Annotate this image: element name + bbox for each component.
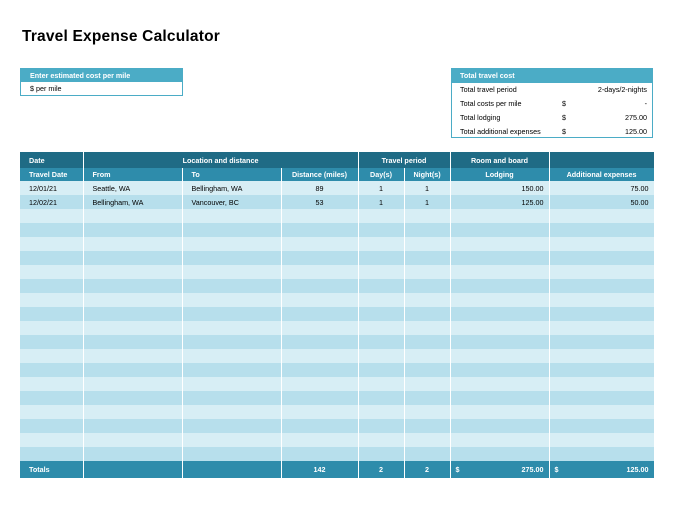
cell-to[interactable] <box>182 237 281 251</box>
cell-additional[interactable] <box>549 223 654 237</box>
cell-lodging[interactable] <box>450 321 549 335</box>
table-row <box>20 307 654 321</box>
table-row <box>20 251 654 265</box>
cell-additional[interactable] <box>549 321 654 335</box>
cell-nights[interactable] <box>404 265 450 279</box>
cell-from[interactable] <box>83 251 182 265</box>
column-header-to[interactable]: To <box>182 168 281 181</box>
cell-date[interactable]: 12/01/21 <box>20 181 83 195</box>
cell-from[interactable] <box>83 223 182 237</box>
summary-currency: $ <box>562 99 566 108</box>
cell-distance[interactable] <box>281 265 358 279</box>
table-row <box>20 405 654 419</box>
summary-label: Total lodging <box>460 113 501 122</box>
cell-distance[interactable] <box>281 251 358 265</box>
table-row <box>20 349 654 363</box>
cell-to[interactable] <box>182 363 281 377</box>
table-row <box>20 433 654 447</box>
cost-per-mile-panel <box>20 68 183 96</box>
group-header-date: Date <box>20 152 83 168</box>
cell-nights[interactable] <box>404 321 450 335</box>
summary-value: - <box>644 99 647 108</box>
summary-currency: $ <box>562 127 566 136</box>
table-row <box>20 391 654 405</box>
cell-additional[interactable] <box>549 405 654 419</box>
cell-from[interactable] <box>83 405 182 419</box>
cell-additional[interactable] <box>549 293 654 307</box>
totals-empty <box>83 461 182 478</box>
cell-lodging[interactable] <box>450 363 549 377</box>
cell-date[interactable] <box>20 251 83 265</box>
cell-lodging[interactable] <box>450 209 549 223</box>
cell-nights[interactable] <box>404 391 450 405</box>
cell-to[interactable] <box>182 419 281 433</box>
cell-to[interactable] <box>182 433 281 447</box>
cell-lodging[interactable] <box>450 265 549 279</box>
cell-additional[interactable] <box>549 433 654 447</box>
cell-to[interactable] <box>182 265 281 279</box>
cell-date[interactable] <box>20 237 83 251</box>
cell-from[interactable] <box>83 419 182 433</box>
summary-label: Total additional expenses <box>460 127 541 136</box>
cell-additional[interactable] <box>549 307 654 321</box>
totals-additional <box>549 461 654 478</box>
cell-distance[interactable]: 53 <box>281 195 358 209</box>
cell-additional[interactable]: 50.00 <box>549 195 654 209</box>
cell-lodging[interactable] <box>450 349 549 363</box>
cell-additional[interactable] <box>549 447 654 461</box>
cell-lodging[interactable] <box>450 293 549 307</box>
cell-date[interactable] <box>20 363 83 377</box>
cell-nights[interactable] <box>404 209 450 223</box>
summary-currency: $ <box>562 113 566 122</box>
cell-days[interactable] <box>358 265 404 279</box>
column-header-row <box>20 168 654 181</box>
totals-row <box>20 461 654 478</box>
totals-lodging-value: 275.00 <box>521 465 544 474</box>
cell-distance[interactable] <box>281 293 358 307</box>
cell-nights[interactable] <box>404 335 450 349</box>
cell-days[interactable] <box>358 405 404 419</box>
cost-per-mile-header: Enter estimated cost per mile <box>21 69 182 82</box>
cell-distance[interactable] <box>281 447 358 461</box>
summary-value: 125.00 <box>625 127 647 136</box>
page-title: Travel Expense Calculator <box>22 28 220 45</box>
cell-to[interactable] <box>182 391 281 405</box>
group-header-blank <box>549 152 654 168</box>
cell-nights[interactable] <box>404 293 450 307</box>
cell-from[interactable]: Seattle, WA <box>83 181 182 195</box>
cell-from[interactable] <box>83 433 182 447</box>
cell-from[interactable] <box>83 447 182 461</box>
totals-lodging-currency: $ <box>455 465 460 474</box>
cell-to[interactable] <box>182 293 281 307</box>
cell-additional[interactable] <box>549 251 654 265</box>
cell-lodging[interactable] <box>450 251 549 265</box>
cell-days[interactable] <box>358 209 404 223</box>
cell-lodging[interactable] <box>450 223 549 237</box>
table-row <box>20 335 654 349</box>
summary-value: 275.00 <box>625 113 647 122</box>
cell-additional[interactable] <box>549 391 654 405</box>
cell-from[interactable] <box>83 363 182 377</box>
table-row <box>20 419 654 433</box>
cell-lodging[interactable] <box>450 279 549 293</box>
summary-row <box>452 97 652 111</box>
table-row <box>20 195 654 209</box>
cell-lodging[interactable]: 125.00 <box>450 195 549 209</box>
summary-row <box>452 111 652 125</box>
totals-nights: 2 <box>404 461 450 478</box>
cell-from[interactable] <box>83 349 182 363</box>
cell-date[interactable] <box>20 223 83 237</box>
cell-nights[interactable] <box>404 377 450 391</box>
cell-date[interactable] <box>20 209 83 223</box>
summary-label: Total costs per mile <box>460 99 522 108</box>
cell-date[interactable]: 12/02/21 <box>20 195 83 209</box>
totals-days: 2 <box>358 461 404 478</box>
column-header-distance[interactable]: Distance (miles) <box>281 168 358 181</box>
cell-date[interactable] <box>20 307 83 321</box>
totals-empty <box>182 461 281 478</box>
cell-from[interactable] <box>83 209 182 223</box>
table-row <box>20 363 654 377</box>
total-travel-cost-header: Total travel cost <box>452 69 652 83</box>
cell-nights[interactable]: 1 <box>404 181 450 195</box>
summary-row <box>452 83 652 97</box>
table-row <box>20 377 654 391</box>
cell-nights[interactable]: 1 <box>404 195 450 209</box>
cell-lodging[interactable] <box>450 237 549 251</box>
cell-lodging[interactable] <box>450 419 549 433</box>
cell-additional[interactable] <box>549 279 654 293</box>
cell-date[interactable] <box>20 321 83 335</box>
cell-from[interactable] <box>83 293 182 307</box>
cell-lodging[interactable] <box>450 377 549 391</box>
cell-distance[interactable] <box>281 349 358 363</box>
cell-to[interactable] <box>182 279 281 293</box>
table-row <box>20 293 654 307</box>
totals-additional-currency: $ <box>554 465 559 474</box>
cell-from[interactable] <box>83 335 182 349</box>
cell-nights[interactable] <box>404 279 450 293</box>
cell-lodging[interactable] <box>450 391 549 405</box>
cell-to[interactable] <box>182 251 281 265</box>
cell-nights[interactable] <box>404 447 450 461</box>
cell-additional[interactable] <box>549 209 654 223</box>
cell-to[interactable] <box>182 307 281 321</box>
cell-days[interactable] <box>358 293 404 307</box>
cell-nights[interactable] <box>404 433 450 447</box>
cell-nights[interactable] <box>404 363 450 377</box>
summary-value: 2-days/2-nights <box>597 85 647 94</box>
table-row <box>20 223 654 237</box>
cell-from[interactable] <box>83 237 182 251</box>
column-header-travel-date[interactable]: Travel Date <box>20 168 83 181</box>
cell-date[interactable] <box>20 433 83 447</box>
cell-additional[interactable] <box>549 377 654 391</box>
cell-to[interactable] <box>182 321 281 335</box>
cell-nights[interactable] <box>404 251 450 265</box>
cell-days[interactable] <box>358 391 404 405</box>
column-header-nights[interactable]: Night(s) <box>404 168 450 181</box>
table-row <box>20 181 654 195</box>
cell-nights[interactable] <box>404 237 450 251</box>
column-header-additional[interactable]: Additional expenses <box>549 168 654 181</box>
cell-distance[interactable] <box>281 279 358 293</box>
group-header-travel-period: Travel period <box>358 152 450 168</box>
column-header-from[interactable]: From <box>83 168 182 181</box>
cell-distance[interactable] <box>281 307 358 321</box>
cell-days[interactable]: 1 <box>358 195 404 209</box>
cell-nights[interactable] <box>404 223 450 237</box>
cell-date[interactable] <box>20 419 83 433</box>
cell-lodging[interactable] <box>450 405 549 419</box>
group-header-row <box>20 152 654 168</box>
cell-distance[interactable] <box>281 363 358 377</box>
cell-from[interactable] <box>83 391 182 405</box>
cell-days[interactable] <box>358 349 404 363</box>
cell-additional[interactable] <box>549 349 654 363</box>
totals-lodging <box>450 461 549 478</box>
cell-days[interactable]: 1 <box>358 181 404 195</box>
cell-date[interactable] <box>20 293 83 307</box>
cell-date[interactable] <box>20 377 83 391</box>
expense-table <box>20 152 655 478</box>
total-travel-cost-panel <box>451 68 653 138</box>
cell-days[interactable] <box>358 279 404 293</box>
cell-additional[interactable]: 75.00 <box>549 181 654 195</box>
cell-additional[interactable] <box>549 335 654 349</box>
cell-date[interactable] <box>20 447 83 461</box>
cell-from[interactable] <box>83 279 182 293</box>
cell-distance[interactable] <box>281 377 358 391</box>
cell-distance[interactable]: 89 <box>281 181 358 195</box>
cell-days[interactable] <box>358 447 404 461</box>
cell-distance[interactable] <box>281 237 358 251</box>
table-row <box>20 265 654 279</box>
cell-additional[interactable] <box>549 419 654 433</box>
cell-from[interactable] <box>83 265 182 279</box>
cell-days[interactable] <box>358 307 404 321</box>
cell-days[interactable] <box>358 223 404 237</box>
cell-distance[interactable] <box>281 405 358 419</box>
cell-nights[interactable] <box>404 405 450 419</box>
cell-to[interactable] <box>182 209 281 223</box>
summary-label: Total travel period <box>460 85 517 94</box>
column-header-days[interactable]: Day(s) <box>358 168 404 181</box>
table-row <box>20 209 654 223</box>
cell-to[interactable] <box>182 405 281 419</box>
table-row <box>20 321 654 335</box>
cell-to[interactable] <box>182 447 281 461</box>
cell-days[interactable] <box>358 251 404 265</box>
group-header-location: Location and distance <box>83 152 358 168</box>
cell-lodging[interactable] <box>450 447 549 461</box>
cell-distance[interactable] <box>281 335 358 349</box>
cell-additional[interactable] <box>549 363 654 377</box>
cell-date[interactable] <box>20 391 83 405</box>
summary-row <box>452 125 652 139</box>
cell-days[interactable] <box>358 335 404 349</box>
cell-nights[interactable] <box>404 419 450 433</box>
cell-date[interactable] <box>20 335 83 349</box>
cell-to[interactable]: Bellingham, WA <box>182 181 281 195</box>
cost-per-mile-input[interactable]: $ per mile <box>30 84 62 93</box>
cell-from[interactable] <box>83 321 182 335</box>
cell-date[interactable] <box>20 405 83 419</box>
group-header-room-board: Room and board <box>450 152 549 168</box>
cell-days[interactable] <box>358 419 404 433</box>
cell-days[interactable] <box>358 321 404 335</box>
totals-label: Totals <box>20 461 83 478</box>
table-row <box>20 279 654 293</box>
cell-lodging[interactable] <box>450 307 549 321</box>
cell-days[interactable] <box>358 237 404 251</box>
cell-from[interactable] <box>83 307 182 321</box>
cell-to[interactable] <box>182 223 281 237</box>
cell-to[interactable] <box>182 335 281 349</box>
cell-days[interactable] <box>358 363 404 377</box>
table-row <box>20 447 654 461</box>
cell-distance[interactable] <box>281 419 358 433</box>
cell-distance[interactable] <box>281 321 358 335</box>
cell-lodging[interactable]: 150.00 <box>450 181 549 195</box>
cell-nights[interactable] <box>404 349 450 363</box>
table-row <box>20 237 654 251</box>
cell-from[interactable] <box>83 377 182 391</box>
cell-date[interactable] <box>20 265 83 279</box>
cell-distance[interactable] <box>281 391 358 405</box>
cell-to[interactable] <box>182 377 281 391</box>
cell-distance[interactable] <box>281 433 358 447</box>
cell-distance[interactable] <box>281 209 358 223</box>
cell-date[interactable] <box>20 279 83 293</box>
totals-distance: 142 <box>281 461 358 478</box>
cell-nights[interactable] <box>404 307 450 321</box>
cell-lodging[interactable] <box>450 433 549 447</box>
cell-date[interactable] <box>20 349 83 363</box>
cell-from[interactable]: Bellingham, WA <box>83 195 182 209</box>
cell-days[interactable] <box>358 433 404 447</box>
cell-to[interactable]: Vancouver, BC <box>182 195 281 209</box>
totals-additional-value: 125.00 <box>626 465 649 474</box>
cell-distance[interactable] <box>281 223 358 237</box>
column-header-lodging[interactable]: Lodging <box>450 168 549 181</box>
cell-to[interactable] <box>182 349 281 363</box>
cell-additional[interactable] <box>549 237 654 251</box>
cell-additional[interactable] <box>549 265 654 279</box>
cell-lodging[interactable] <box>450 335 549 349</box>
cell-days[interactable] <box>358 377 404 391</box>
